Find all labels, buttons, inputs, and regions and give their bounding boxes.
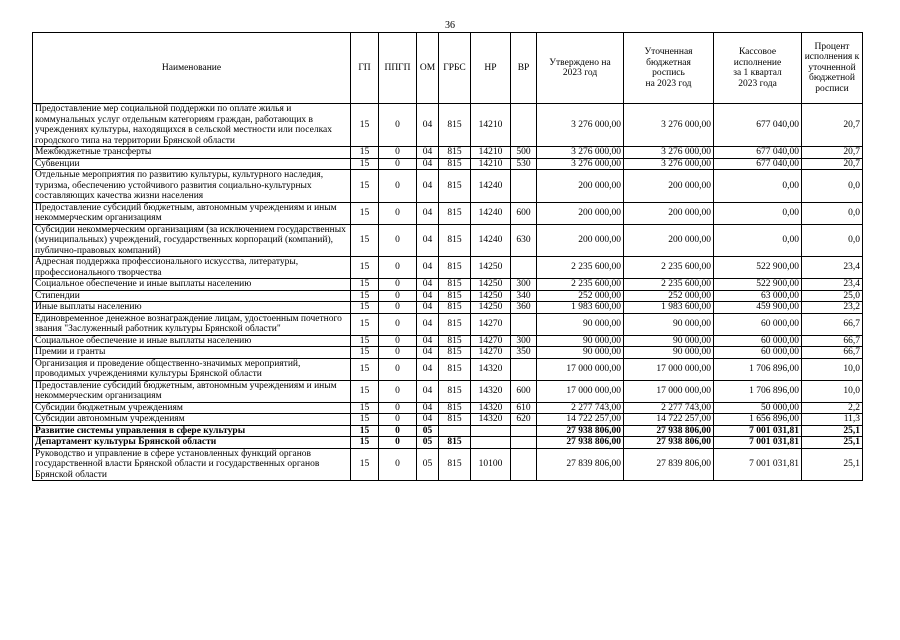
cell-percent: 10,0 <box>802 380 863 402</box>
cell-cash: 60 000,00 <box>714 335 802 347</box>
cell-np: 14250 <box>471 257 511 279</box>
cell-ppgp: 0 <box>379 279 417 291</box>
cell-om: 04 <box>417 279 439 291</box>
cell-refined: 27 938 806,00 <box>624 437 714 449</box>
cell-vr: 300 <box>511 335 537 347</box>
cell-percent: 10,0 <box>802 358 863 380</box>
cell-np: 14240 <box>471 170 511 203</box>
cell-ppgp: 0 <box>379 313 417 335</box>
cell-np: 14270 <box>471 335 511 347</box>
cell-vr <box>511 104 537 147</box>
cell-np: 14270 <box>471 347 511 359</box>
cell-cash: 7 001 031,81 <box>714 437 802 449</box>
cell-cash: 0,00 <box>714 202 802 224</box>
cell-np: 14320 <box>471 414 511 426</box>
cell-approved: 17 000 000,00 <box>537 380 624 402</box>
cell-om: 05 <box>417 425 439 437</box>
cell-vr: 360 <box>511 302 537 314</box>
cell-gp: 15 <box>351 158 379 170</box>
cell-cash: 1 656 896,00 <box>714 414 802 426</box>
cell-np: 14250 <box>471 279 511 291</box>
table-header-row <box>33 33 863 104</box>
cell-percent: 11,3 <box>802 414 863 426</box>
cell-vr: 350 <box>511 347 537 359</box>
cell-om: 04 <box>417 158 439 170</box>
cell-gp: 15 <box>351 402 379 414</box>
cell-grbs: 815 <box>439 170 471 203</box>
cell-percent: 66,7 <box>802 313 863 335</box>
cell-grbs: 815 <box>439 380 471 402</box>
cell-gp: 15 <box>351 313 379 335</box>
cell-cash: 0,00 <box>714 224 802 257</box>
cell-vr <box>511 425 537 437</box>
table-row <box>33 313 863 335</box>
cell-cash: 50 000,00 <box>714 402 802 414</box>
cell-gp: 15 <box>351 414 379 426</box>
cell-approved: 27 938 806,00 <box>537 437 624 449</box>
cell-om: 04 <box>417 358 439 380</box>
table-row <box>33 335 863 347</box>
cell-approved: 2 277 743,00 <box>537 402 624 414</box>
cell-vr <box>511 170 537 203</box>
cell-gp: 15 <box>351 358 379 380</box>
table-row <box>33 437 863 449</box>
cell-percent: 66,7 <box>802 335 863 347</box>
cell-name: Субвенции <box>33 158 351 170</box>
cell-approved: 3 276 000,00 <box>537 147 624 159</box>
cell-refined: 200 000,00 <box>624 170 714 203</box>
cell-percent: 25,1 <box>802 437 863 449</box>
cell-approved: 27 938 806,00 <box>537 425 624 437</box>
cell-name: Отдельные мероприятия по развитию культуры, культурного наследия, туризма, обеспечению устойчивого развития социально-культурных составляющих качества жизни населения <box>33 170 351 203</box>
header-gp: ГП <box>351 33 379 104</box>
cell-np: 10100 <box>471 448 511 481</box>
cell-vr: 600 <box>511 202 537 224</box>
cell-vr: 630 <box>511 224 537 257</box>
page-number: 36 <box>445 20 455 31</box>
cell-approved: 14 722 257,00 <box>537 414 624 426</box>
cell-om: 04 <box>417 414 439 426</box>
cell-om: 04 <box>417 302 439 314</box>
cell-om: 04 <box>417 313 439 335</box>
cell-approved: 90 000,00 <box>537 313 624 335</box>
cell-name: Субсидии бюджетным учреждениям <box>33 402 351 414</box>
cell-gp: 15 <box>351 170 379 203</box>
cell-cash: 1 706 896,00 <box>714 380 802 402</box>
cell-approved: 27 839 806,00 <box>537 448 624 481</box>
cell-gp: 15 <box>351 302 379 314</box>
cell-gp: 15 <box>351 224 379 257</box>
cell-grbs: 815 <box>439 147 471 159</box>
cell-grbs: 815 <box>439 202 471 224</box>
cell-approved: 252 000,00 <box>537 290 624 302</box>
header-ppgp: ППГП <box>379 33 417 104</box>
cell-grbs: 815 <box>439 302 471 314</box>
cell-cash: 677 040,00 <box>714 158 802 170</box>
cell-om: 04 <box>417 147 439 159</box>
cell-name: Департамент культуры Брянской области <box>33 437 351 449</box>
cell-np: 14320 <box>471 380 511 402</box>
cell-gp: 15 <box>351 147 379 159</box>
cell-gp: 15 <box>351 347 379 359</box>
cell-np: 14210 <box>471 104 511 147</box>
cell-percent: 2,2 <box>802 402 863 414</box>
cell-approved: 2 235 600,00 <box>537 257 624 279</box>
cell-refined: 3 276 000,00 <box>624 104 714 147</box>
header-name: Наименование <box>33 33 351 104</box>
cell-name: Развитие системы управления в сфере культуры <box>33 425 351 437</box>
cell-gp: 15 <box>351 290 379 302</box>
cell-grbs: 815 <box>439 335 471 347</box>
cell-gp: 15 <box>351 448 379 481</box>
cell-percent: 20,7 <box>802 158 863 170</box>
cell-ppgp: 0 <box>379 425 417 437</box>
cell-vr <box>511 448 537 481</box>
cell-name: Межбюджетные трансферты <box>33 147 351 159</box>
cell-np <box>471 425 511 437</box>
cell-om: 04 <box>417 104 439 147</box>
cell-percent: 0,0 <box>802 170 863 203</box>
cell-grbs: 815 <box>439 279 471 291</box>
budget-execution-table <box>32 32 863 481</box>
cell-refined: 90 000,00 <box>624 347 714 359</box>
cell-refined: 3 276 000,00 <box>624 158 714 170</box>
header-refined: Уточненная бюджетная роспись на 2023 год <box>624 33 714 104</box>
cell-refined: 200 000,00 <box>624 224 714 257</box>
cell-approved: 3 276 000,00 <box>537 158 624 170</box>
table-body <box>33 104 863 481</box>
cell-name: Предоставление мер социальной поддержки по оплате жилья и коммунальных услуг отдельным категориям граждан, работающих в учреждениях культуры, находящихся в сельской местности или поселках городского типа на территории Брянской области <box>33 104 351 147</box>
cell-refined: 200 000,00 <box>624 202 714 224</box>
cell-refined: 17 000 000,00 <box>624 358 714 380</box>
cell-gp: 15 <box>351 279 379 291</box>
table-row <box>33 290 863 302</box>
table-row <box>33 147 863 159</box>
cell-ppgp: 0 <box>379 380 417 402</box>
cell-ppgp: 0 <box>379 170 417 203</box>
cell-np <box>471 437 511 449</box>
cell-np: 14320 <box>471 402 511 414</box>
header-vr: ВР <box>511 33 537 104</box>
cell-np: 14270 <box>471 313 511 335</box>
cell-np: 14320 <box>471 358 511 380</box>
cell-vr: 610 <box>511 402 537 414</box>
cell-percent: 66,7 <box>802 347 863 359</box>
cell-om: 04 <box>417 402 439 414</box>
cell-cash: 459 900,00 <box>714 302 802 314</box>
cell-om: 04 <box>417 202 439 224</box>
cell-gp: 15 <box>351 257 379 279</box>
cell-np: 14210 <box>471 158 511 170</box>
table-row <box>33 202 863 224</box>
cell-vr <box>511 313 537 335</box>
cell-percent: 20,7 <box>802 147 863 159</box>
cell-grbs: 815 <box>439 104 471 147</box>
cell-refined: 2 277 743,00 <box>624 402 714 414</box>
cell-grbs: 815 <box>439 414 471 426</box>
cell-ppgp: 0 <box>379 437 417 449</box>
cell-om: 04 <box>417 335 439 347</box>
cell-vr: 600 <box>511 380 537 402</box>
cell-approved: 2 235 600,00 <box>537 279 624 291</box>
cell-om: 04 <box>417 224 439 257</box>
table-row <box>33 358 863 380</box>
table-row <box>33 170 863 203</box>
cell-gp: 15 <box>351 202 379 224</box>
cell-refined: 90 000,00 <box>624 313 714 335</box>
table-row <box>33 425 863 437</box>
cell-grbs: 815 <box>439 313 471 335</box>
cell-name: Субсидии автономным учреждениям <box>33 414 351 426</box>
cell-om: 04 <box>417 290 439 302</box>
header-om: ОМ <box>417 33 439 104</box>
cell-grbs <box>439 425 471 437</box>
header-percent: Процент исполнения к уточненной бюджетной росписи <box>802 33 863 104</box>
header-cash: Кассовое исполнение за 1 квартал 2023 года <box>714 33 802 104</box>
cell-om: 05 <box>417 448 439 481</box>
cell-ppgp: 0 <box>379 290 417 302</box>
cell-om: 05 <box>417 437 439 449</box>
table-row <box>33 414 863 426</box>
cell-percent: 25,0 <box>802 290 863 302</box>
cell-vr: 500 <box>511 147 537 159</box>
cell-name: Премии и гранты <box>33 347 351 359</box>
table-row <box>33 104 863 147</box>
table-row <box>33 224 863 257</box>
cell-grbs: 815 <box>439 347 471 359</box>
cell-vr <box>511 257 537 279</box>
cell-name: Субсидии некоммерческим организациям (за исключением государственных (муниципальных) учреждений, государственных корпораций (компаний), публично-правовых компаний) <box>33 224 351 257</box>
cell-refined: 27 938 806,00 <box>624 425 714 437</box>
cell-grbs: 815 <box>439 448 471 481</box>
cell-ppgp: 0 <box>379 358 417 380</box>
cell-approved: 200 000,00 <box>537 170 624 203</box>
cell-ppgp: 0 <box>379 448 417 481</box>
cell-cash: 7 001 031,81 <box>714 448 802 481</box>
cell-vr: 620 <box>511 414 537 426</box>
table-row <box>33 347 863 359</box>
cell-ppgp: 0 <box>379 414 417 426</box>
cell-refined: 252 000,00 <box>624 290 714 302</box>
cell-ppgp: 0 <box>379 147 417 159</box>
cell-refined: 27 839 806,00 <box>624 448 714 481</box>
cell-gp: 15 <box>351 425 379 437</box>
cell-cash: 677 040,00 <box>714 147 802 159</box>
cell-np: 14250 <box>471 290 511 302</box>
cell-np: 14240 <box>471 224 511 257</box>
cell-name: Стипендии <box>33 290 351 302</box>
cell-gp: 15 <box>351 104 379 147</box>
cell-vr <box>511 358 537 380</box>
cell-ppgp: 0 <box>379 104 417 147</box>
header-np: НР <box>471 33 511 104</box>
table-row <box>33 448 863 481</box>
cell-cash: 60 000,00 <box>714 347 802 359</box>
cell-name: Единовременное денежное вознаграждение лицам, удостоенным почетного звания "Заслуженный работник культуры Брянской области" <box>33 313 351 335</box>
cell-percent: 0,0 <box>802 202 863 224</box>
cell-percent: 0,0 <box>802 224 863 257</box>
cell-refined: 3 276 000,00 <box>624 147 714 159</box>
cell-np: 14240 <box>471 202 511 224</box>
cell-approved: 90 000,00 <box>537 347 624 359</box>
cell-name: Руководство и управление в сфере установленных функций органов государственной власти Брянской области и государственных органов Брянской области <box>33 448 351 481</box>
cell-ppgp: 0 <box>379 302 417 314</box>
cell-np: 14250 <box>471 302 511 314</box>
cell-ppgp: 0 <box>379 158 417 170</box>
cell-refined: 17 000 000,00 <box>624 380 714 402</box>
cell-percent: 25,1 <box>802 425 863 437</box>
cell-ppgp: 0 <box>379 202 417 224</box>
cell-grbs: 815 <box>439 290 471 302</box>
cell-cash: 1 706 896,00 <box>714 358 802 380</box>
table-row <box>33 302 863 314</box>
cell-ppgp: 0 <box>379 347 417 359</box>
cell-grbs: 815 <box>439 257 471 279</box>
cell-name: Организация и проведение общественно-значимых мероприятий, проводимых учреждениями культуры Брянской области <box>33 358 351 380</box>
table-row <box>33 402 863 414</box>
cell-vr: 530 <box>511 158 537 170</box>
cell-vr <box>511 437 537 449</box>
cell-refined: 90 000,00 <box>624 335 714 347</box>
cell-gp: 15 <box>351 335 379 347</box>
cell-refined: 1 983 600,00 <box>624 302 714 314</box>
cell-cash: 522 900,00 <box>714 257 802 279</box>
cell-approved: 1 983 600,00 <box>537 302 624 314</box>
table-row <box>33 380 863 402</box>
header-approved: Утверждено на 2023 год <box>537 33 624 104</box>
cell-np: 14210 <box>471 147 511 159</box>
cell-grbs: 815 <box>439 437 471 449</box>
table-row <box>33 158 863 170</box>
header-grbs: ГРБС <box>439 33 471 104</box>
cell-om: 04 <box>417 347 439 359</box>
cell-percent: 23,4 <box>802 257 863 279</box>
cell-om: 04 <box>417 380 439 402</box>
cell-om: 04 <box>417 170 439 203</box>
cell-percent: 23,2 <box>802 302 863 314</box>
cell-name: Иные выплаты населению <box>33 302 351 314</box>
cell-name: Предоставление субсидий бюджетным, автономным учреждениям и иным некоммерческим организациям <box>33 380 351 402</box>
cell-name: Социальное обеспечение и иные выплаты населению <box>33 335 351 347</box>
cell-cash: 60 000,00 <box>714 313 802 335</box>
cell-name: Предоставление субсидий бюджетным, автономным учреждениям и иным некоммерческим организациям <box>33 202 351 224</box>
cell-approved: 90 000,00 <box>537 335 624 347</box>
cell-grbs: 815 <box>439 358 471 380</box>
cell-approved: 200 000,00 <box>537 224 624 257</box>
cell-percent: 20,7 <box>802 104 863 147</box>
table-row <box>33 279 863 291</box>
cell-ppgp: 0 <box>379 257 417 279</box>
cell-ppgp: 0 <box>379 224 417 257</box>
cell-approved: 200 000,00 <box>537 202 624 224</box>
cell-cash: 522 900,00 <box>714 279 802 291</box>
cell-refined: 2 235 600,00 <box>624 279 714 291</box>
cell-om: 04 <box>417 257 439 279</box>
cell-vr: 300 <box>511 279 537 291</box>
cell-cash: 63 000,00 <box>714 290 802 302</box>
cell-refined: 14 722 257,00 <box>624 414 714 426</box>
cell-cash: 677 040,00 <box>714 104 802 147</box>
cell-grbs: 815 <box>439 224 471 257</box>
cell-gp: 15 <box>351 437 379 449</box>
cell-vr: 340 <box>511 290 537 302</box>
cell-grbs: 815 <box>439 402 471 414</box>
cell-percent: 23,4 <box>802 279 863 291</box>
cell-cash: 0,00 <box>714 170 802 203</box>
cell-grbs: 815 <box>439 158 471 170</box>
cell-ppgp: 0 <box>379 335 417 347</box>
cell-approved: 17 000 000,00 <box>537 358 624 380</box>
cell-name: Адресная поддержка профессионального искусства, литературы, профессионального творчества <box>33 257 351 279</box>
cell-percent: 25,1 <box>802 448 863 481</box>
cell-name: Социальное обеспечение и иные выплаты населению <box>33 279 351 291</box>
cell-cash: 7 001 031,81 <box>714 425 802 437</box>
cell-refined: 2 235 600,00 <box>624 257 714 279</box>
cell-gp: 15 <box>351 380 379 402</box>
cell-ppgp: 0 <box>379 402 417 414</box>
cell-approved: 3 276 000,00 <box>537 104 624 147</box>
table-row <box>33 257 863 279</box>
